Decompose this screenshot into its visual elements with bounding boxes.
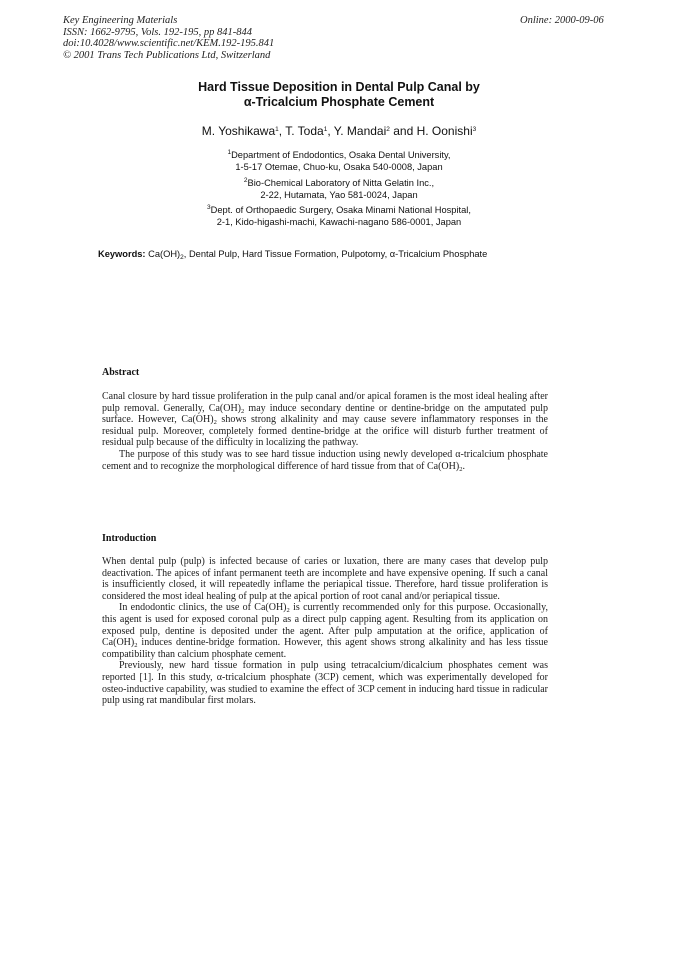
title-line-1: Hard Tissue Deposition in Dental Pulp Canal by <box>198 80 480 94</box>
title-line-2: α-Tricalcium Phosphate Cement <box>243 95 435 109</box>
author-affiliation-mark: 1 <box>323 126 328 133</box>
author-name: M. Yoshikawa <box>201 124 276 138</box>
paper-title <box>0 80 678 110</box>
keywords-label: Keywords: <box>98 249 146 259</box>
text-run: may induce secondary dentine or dentine-bridge on the amputated pulp surface. However, Ca(OH) <box>102 402 548 426</box>
author-separator: , <box>327 124 334 138</box>
text-run: induces dentine-bridge formation. However, this agent shows strong alkalinity and has less tissue compatibility than calcium phosphate cement. <box>102 637 548 660</box>
subscript: 2 <box>180 254 184 261</box>
subscript: 2 <box>459 465 463 473</box>
text-run: In endodontic clinics, the use of Ca(OH) <box>119 602 287 614</box>
introduction-paragraph-3: Previously, new hard tissue formation in pulp using tetracalcium/dicalcium phosphates cement was reported [1]. In this study, α-tricalcium phosphate (3CP) cement, which was experimentally developed for osteo-inductive capability, was studied to examine the effect of 3CP cement in inducing hard tissue in radicular pulp using rat mandibular first molars. <box>102 660 548 707</box>
affiliation-number: 2 <box>243 177 248 184</box>
author-affiliation-mark: 1 <box>275 126 279 133</box>
author-separator: and <box>389 124 417 138</box>
abstract-paragraph-2 <box>102 449 548 472</box>
text-run: . <box>462 460 465 472</box>
subscript: 2 <box>134 642 138 650</box>
affiliation-line: Bio-Chemical Laboratory of Nitta Gelatin Inc., <box>247 178 435 188</box>
author-separator: , <box>278 124 286 138</box>
keywords-line <box>98 249 487 259</box>
introduction-body <box>102 556 548 707</box>
author-name: H. Oonishi <box>416 124 473 138</box>
affiliation-number: 3 <box>207 204 211 211</box>
introduction-paragraph-2 <box>102 602 548 660</box>
text-run: The purpose of this study was to see hard tissue induction using newly developed α-tricalcium phosphate cement and to recognize the morphological difference of hard tissue from that of Ca(OH) <box>102 448 548 472</box>
keyword-list: , Dental Pulp, Hard Tissue Formation, Pulpotomy, α-Tricalcium Phosphate <box>183 249 488 259</box>
author-affiliation-mark: 2 <box>386 126 390 133</box>
subscript: 2 <box>286 607 290 615</box>
affiliation-1 <box>0 150 678 173</box>
author-list <box>0 124 678 138</box>
copyright-line: © 2001 Trans Tech Publications Ltd, Switzerland <box>63 49 271 61</box>
issn-line: ISSN: 1662-9795, Vols. 192-195, pp 841-844 <box>63 26 252 38</box>
affiliation-number: 1 <box>227 149 232 156</box>
affiliation-line: Dept. of Orthopaedic Surgery, Osaka Minami National Hospital, <box>210 205 471 215</box>
affiliation-2 <box>0 178 678 201</box>
author-name: Y. Mandai <box>333 124 387 138</box>
keyword-text: Ca(OH) <box>148 249 181 259</box>
affiliation-3 <box>0 205 678 228</box>
affiliation-address: 2-22, Hutamata, Yao 581-0024, Japan <box>260 189 418 200</box>
journal-header <box>63 15 274 61</box>
abstract-heading: Abstract <box>102 367 140 378</box>
affiliation-address: 2-1, Kido-higashi-machi, Kawachi-nagano 586-0001, Japan <box>216 216 462 227</box>
text-run: Canal closure by hard tissue proliferation in the pulp canal and/or apical foramen is the most ideal healing after pulp removal. Generally, Ca(OH) <box>102 391 548 414</box>
subscript: 2 <box>241 407 245 415</box>
journal-name: Key Engineering Materials <box>63 15 178 26</box>
doi-link[interactable]: doi:10.4028/www.scientific.net/KEM.192-195.841 <box>63 38 275 49</box>
abstract-body <box>102 391 548 472</box>
affiliation-address: 1-5-17 Otemae, Chuo-ku, Osaka 540-0008, Japan <box>235 161 443 172</box>
introduction-heading: Introduction <box>102 533 157 544</box>
author-affiliation-mark: 3 <box>472 126 477 133</box>
author-name: T. Toda <box>285 124 324 138</box>
introduction-paragraph-1: When dental pulp (pulp) is infected because of caries or luxation, there are many cases that develop pulp deactivation. The apices of infant permanent teeth are incomplete and have expensive opening. If such a canal is insufficiently closed, it will repeatedly inflame the periapical tissue. Therefore, hard tissue proliferation is considered the most ideal healing of pulp at the apical portion of root canal and/or periapical tissue. <box>102 556 548 602</box>
text-run: shows strong alkalinity and may cause severe inflammatory responses in the residual pulp. Moreover, completely formed dentine-bridge at the orifice will disturb further treatment of residual pulp because of the difficulty in localizing the pathway. <box>102 414 548 449</box>
subscript: 2 <box>213 419 217 427</box>
text-run: is currently recommended only for this purpose. Occasionally, this agent is used for exposed coronal pulp as a direct pulp capping agent. Resulting from its application on exposed pulp, dentine is deposited under the agent. After pulp amputation at the orifice, application of Ca(OH) <box>102 602 548 649</box>
online-date: Online: 2000-09-06 <box>520 15 604 26</box>
abstract-paragraph-1 <box>102 391 548 449</box>
affiliation-line: Department of Endodontics, Osaka Dental University, <box>231 150 451 160</box>
